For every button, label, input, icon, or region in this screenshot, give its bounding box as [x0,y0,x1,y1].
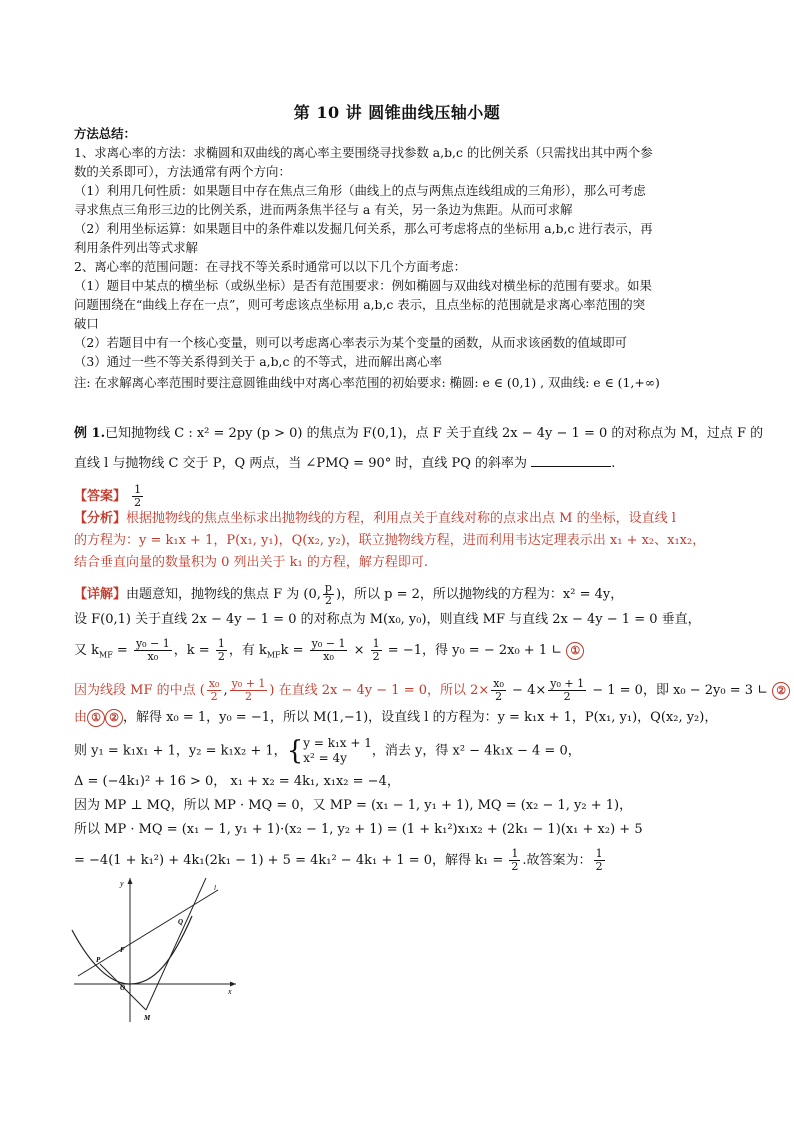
label-x: x [228,987,232,996]
fraction-denominator: x₀ [323,650,334,663]
circled-one-marker: ① [87,709,105,727]
method-note: 注: 在求解离心率范围时要注意圆锥曲线中对离心率范围的初始要求: 椭圆: e ∈ (0,1) , 双曲线: e ∈ (1,+∞) [74,375,660,390]
label-l: l [214,884,216,892]
example-text: 直线 l 与抛物线 C 交于 P，Q 两点，当 ∠PMQ = 90° 时，直线 PQ 的斜率为 [74,456,528,471]
analysis-line-1 [74,509,734,529]
fraction-numerator: 1 [217,637,225,650]
detail-text: k = [280,643,308,658]
method-line: （3）通过一些不等关系得到关于 a,b,c 的不等式，进而解出离心率 [74,354,443,369]
brace-icon: { [286,736,304,766]
fraction-numerator: y₀ − 1 [311,637,346,650]
detail-text: ，解得 x₀ = 1，y₀ = −1，所以 M(1,−1)，设直线 l 的方程为：y = k₁x + 1，P(x₁, y₁)，Q(x₂, y₂)， [123,710,718,725]
detail-text: − 4× [507,683,547,698]
detail-text: = −1，得 y₀ = − 2x₀ + 1 ∟ [383,643,567,658]
label-o: O [120,984,126,992]
detail-line-8: 因为 MP ⊥ MQ，所以 MP · MQ = 0，又 MP = (x₁ − 1, y₁ + 1), MQ = (x₂ − 1, y₂ + 1)， [74,798,633,813]
fraction-numerator: 1 [134,483,142,496]
detail-text: ，有 k [228,643,267,658]
detail-text: 又 k [74,643,100,658]
method-line: 问题围绕在“曲线上存在一点”，则可考虑该点坐标用 a,b,c 表示，且点坐标的范围就是求离心率范围的突 [74,297,646,312]
fraction [134,638,172,663]
method-line: 数的关系即可），方法通常有两个方向： [74,164,291,179]
method-line: 1、求离心率的方法：求椭圆和双曲线的离心率主要围绕寻找参数 a,b,c 的比例关系（只需找出其中两个参 [74,145,653,160]
detail-text: − 1 = 0，即 x₀ − 2y₀ = 3 ∟ [588,683,773,698]
fraction-numerator: x₀ [493,677,504,690]
fraction [207,678,222,703]
fraction-denominator: 2 [563,690,571,703]
method-heading: 方法总结： [74,126,136,141]
detail-text: = [112,643,132,658]
method-line: 利用条件列出等式求解 [74,240,198,255]
fraction-numerator: 1 [595,847,603,860]
detail-text: = −4(1 + k₁²) + 4k₁(2k₁ − 1) + 5 = 4k₁² − 4k₁ + 1 = 0，解得 k₁ = [74,853,508,868]
fraction-numerator: 1 [372,637,380,650]
fraction-numerator: x₀ [208,677,220,690]
answer-tag: 【答案】 [74,489,127,504]
detail-line-1 [74,582,734,607]
fraction [230,678,268,703]
label-y: y [120,879,124,888]
fraction-numerator: y₀ + 1 [550,677,585,690]
parabola-graph [68,872,240,1024]
fraction-denominator: x₀ [147,650,159,663]
fraction-denominator: 2 [372,650,380,663]
detail-text: 由 [74,710,88,725]
detail-line-9: 所以 MP · MQ = (x₁ − 1, y₁ + 1)·(x₂ − 1, y₂ + 1) = (1 + k₁²)x₁x₂ + (2k₁ − 1)(x₁ + x₂) + 5 [74,822,643,837]
fraction-denominator: 2 [245,690,252,703]
analysis-line-2: 的方程为：y = k₁x + 1，P(x₁, y₁)，Q(x₂, y₂)，联立抛物线方程，进而利用韦达定理表示出 x₁ + x₂、x₁x₂， [74,533,706,548]
fraction-denominator: 2 [210,690,218,703]
fraction-numerator: 1 [511,847,519,860]
detail-text: ，消去 y，得 x² − 4k₁x − 4 = 0， [371,743,581,759]
fraction-denominator: 2 [134,496,142,509]
detail-text: ，k = [173,643,214,658]
example-text: 已知抛物线 C : x² = 2py (p > 0) 的焦点为 F(0,1)，点 F 关于直线 2x − 4y − 1 = 0 的对称点为 M，过点 F 的 [105,426,764,441]
fraction-denominator: 2 [495,690,503,703]
answer-blank [531,454,611,467]
analysis-tag: 【分析】 [74,511,127,526]
detail-text: 由题意知，抛物线的焦点 F 为 (0, [126,587,321,602]
y-axis-arrow-icon [128,878,133,884]
method-line: （2）若题目中有一个核心变量，则可以考虑离心率表示为某个变量的函数，从而求该函数的值域即可 [74,335,628,350]
detail-line-4: 因为线段 MF 的中点 ( $\frac{\text{x₀}}{2}$ , $\frac{\text{y₀ + 1}}{2}$ ) 在直线 2x − 4y − 1 = 0，所以 2× $\frac{\text{x₀}}{2}$ − 4× $\frac{\text{y₀ + 1}}{2}$ − 1 = 0，即 x₀ − 2y₀ = 3 ∟ ② [74,678,734,703]
answer-line [74,484,734,509]
detail-line-3 [74,638,734,666]
fraction-denominator: 2 [511,860,519,873]
detail-text: .故答案为： [522,853,592,868]
x-axis-arrow-icon [230,982,236,987]
analysis-text: 根据抛物线的焦点坐标求出抛物线的方程，利用点关于直线对称的点求出点 M 的坐标，设直线 l [126,511,676,526]
detail-text: 则 y₁ = k₁x₁ + 1，y₂ = k₁x₂ + 1， [74,743,287,759]
method-line: （1）题目中某点的横坐标（或纵坐标）是否有范围要求：例如椭圆与双曲线对横坐标的范围有要求。如果 [74,278,652,293]
fraction [310,638,348,663]
label-p: P [96,956,101,964]
detail-text: )，所以 p = 2，所以抛物线的方程为：x² = 4y， [335,587,624,602]
circled-two-marker: ② [105,709,123,727]
fraction-denominator: 2 [217,650,225,663]
system-equation: y = k₁x + 1 [303,736,372,750]
fraction-numerator: y₀ − 1 [135,637,170,650]
system-equation: x² = 4y [303,751,347,765]
fraction [548,678,586,703]
label-f: F [120,946,125,954]
example-text-end: . [611,456,616,471]
detail-tag: 【详解】 [74,587,127,602]
parabola-curve [72,916,192,984]
method-line: 寻求焦点三角形三边的比例关系，进而两条焦半径与 a 有关，另一条边为焦距。从而可求解 [74,202,573,217]
method-line: （1）利用几何性质：如果题目中存在焦点三角形（曲线上的点与两焦点连线组成的三角形），那么可考虑 [74,183,646,198]
detail-line-6 [74,736,734,766]
label-q: Q [178,918,184,926]
detail-line-5 [74,708,734,728]
detail-text: ) 在直线 2x − 4y − 1 = 0，所以 2× [269,683,490,698]
subscript: MF [99,650,113,660]
detail-text: 因为线段 MF 的中点 ( [74,683,205,698]
page-title: 第 10 讲 圆锥曲线压轴小题 [293,103,501,122]
circled-one-marker: ① [566,642,584,660]
segment-mq [146,878,206,1010]
subscript: MF [266,650,281,660]
fraction [594,848,605,873]
fraction [371,638,382,663]
method-line: 2、离心率的范围问题：在寻找不等关系时通常可以以下几个方面考虑： [74,259,466,274]
example-line-1 [74,424,764,444]
fraction-numerator: y₀ + 1 [231,677,266,690]
example-label: 例 1. [74,426,106,441]
detail-line-10 [74,848,734,873]
detail-text: × [349,643,369,658]
analysis-line-3: 结合垂直向量的数量积为 0 列出关于 k₁ 的方程，解方程即可. [74,555,429,570]
fraction-denominator: 2 [324,594,332,607]
method-line: 破口 [74,316,99,331]
detail-line-7: Δ = (−4k₁)² + 16 > 0， x₁ + x₂ = 4k₁, x₁x₂ = −4， [74,774,400,789]
label-m: M [144,1014,151,1022]
fraction-denominator: 2 [595,860,603,873]
circled-two-marker: ② [772,682,790,700]
detail-line-2: 设 F(0,1) 关于直线 2x − 4y − 1 = 0 的对称点为 M(x₀, y₀)，则直线 MF 与直线 2x − 4y − 1 = 0 垂直， [74,612,701,627]
fraction [509,848,520,873]
example-line-2 [74,454,734,474]
fraction-numerator: p [324,581,332,594]
fraction [216,638,227,663]
fraction [491,678,506,703]
answer-fraction [132,484,143,509]
method-line: （2）利用坐标运算：如果题目中的条件难以发掘几何关系，那么可考虑将点的坐标用 a,b,c 进行表示，再 [74,221,653,236]
equation-system [303,736,372,766]
fraction [323,582,334,607]
